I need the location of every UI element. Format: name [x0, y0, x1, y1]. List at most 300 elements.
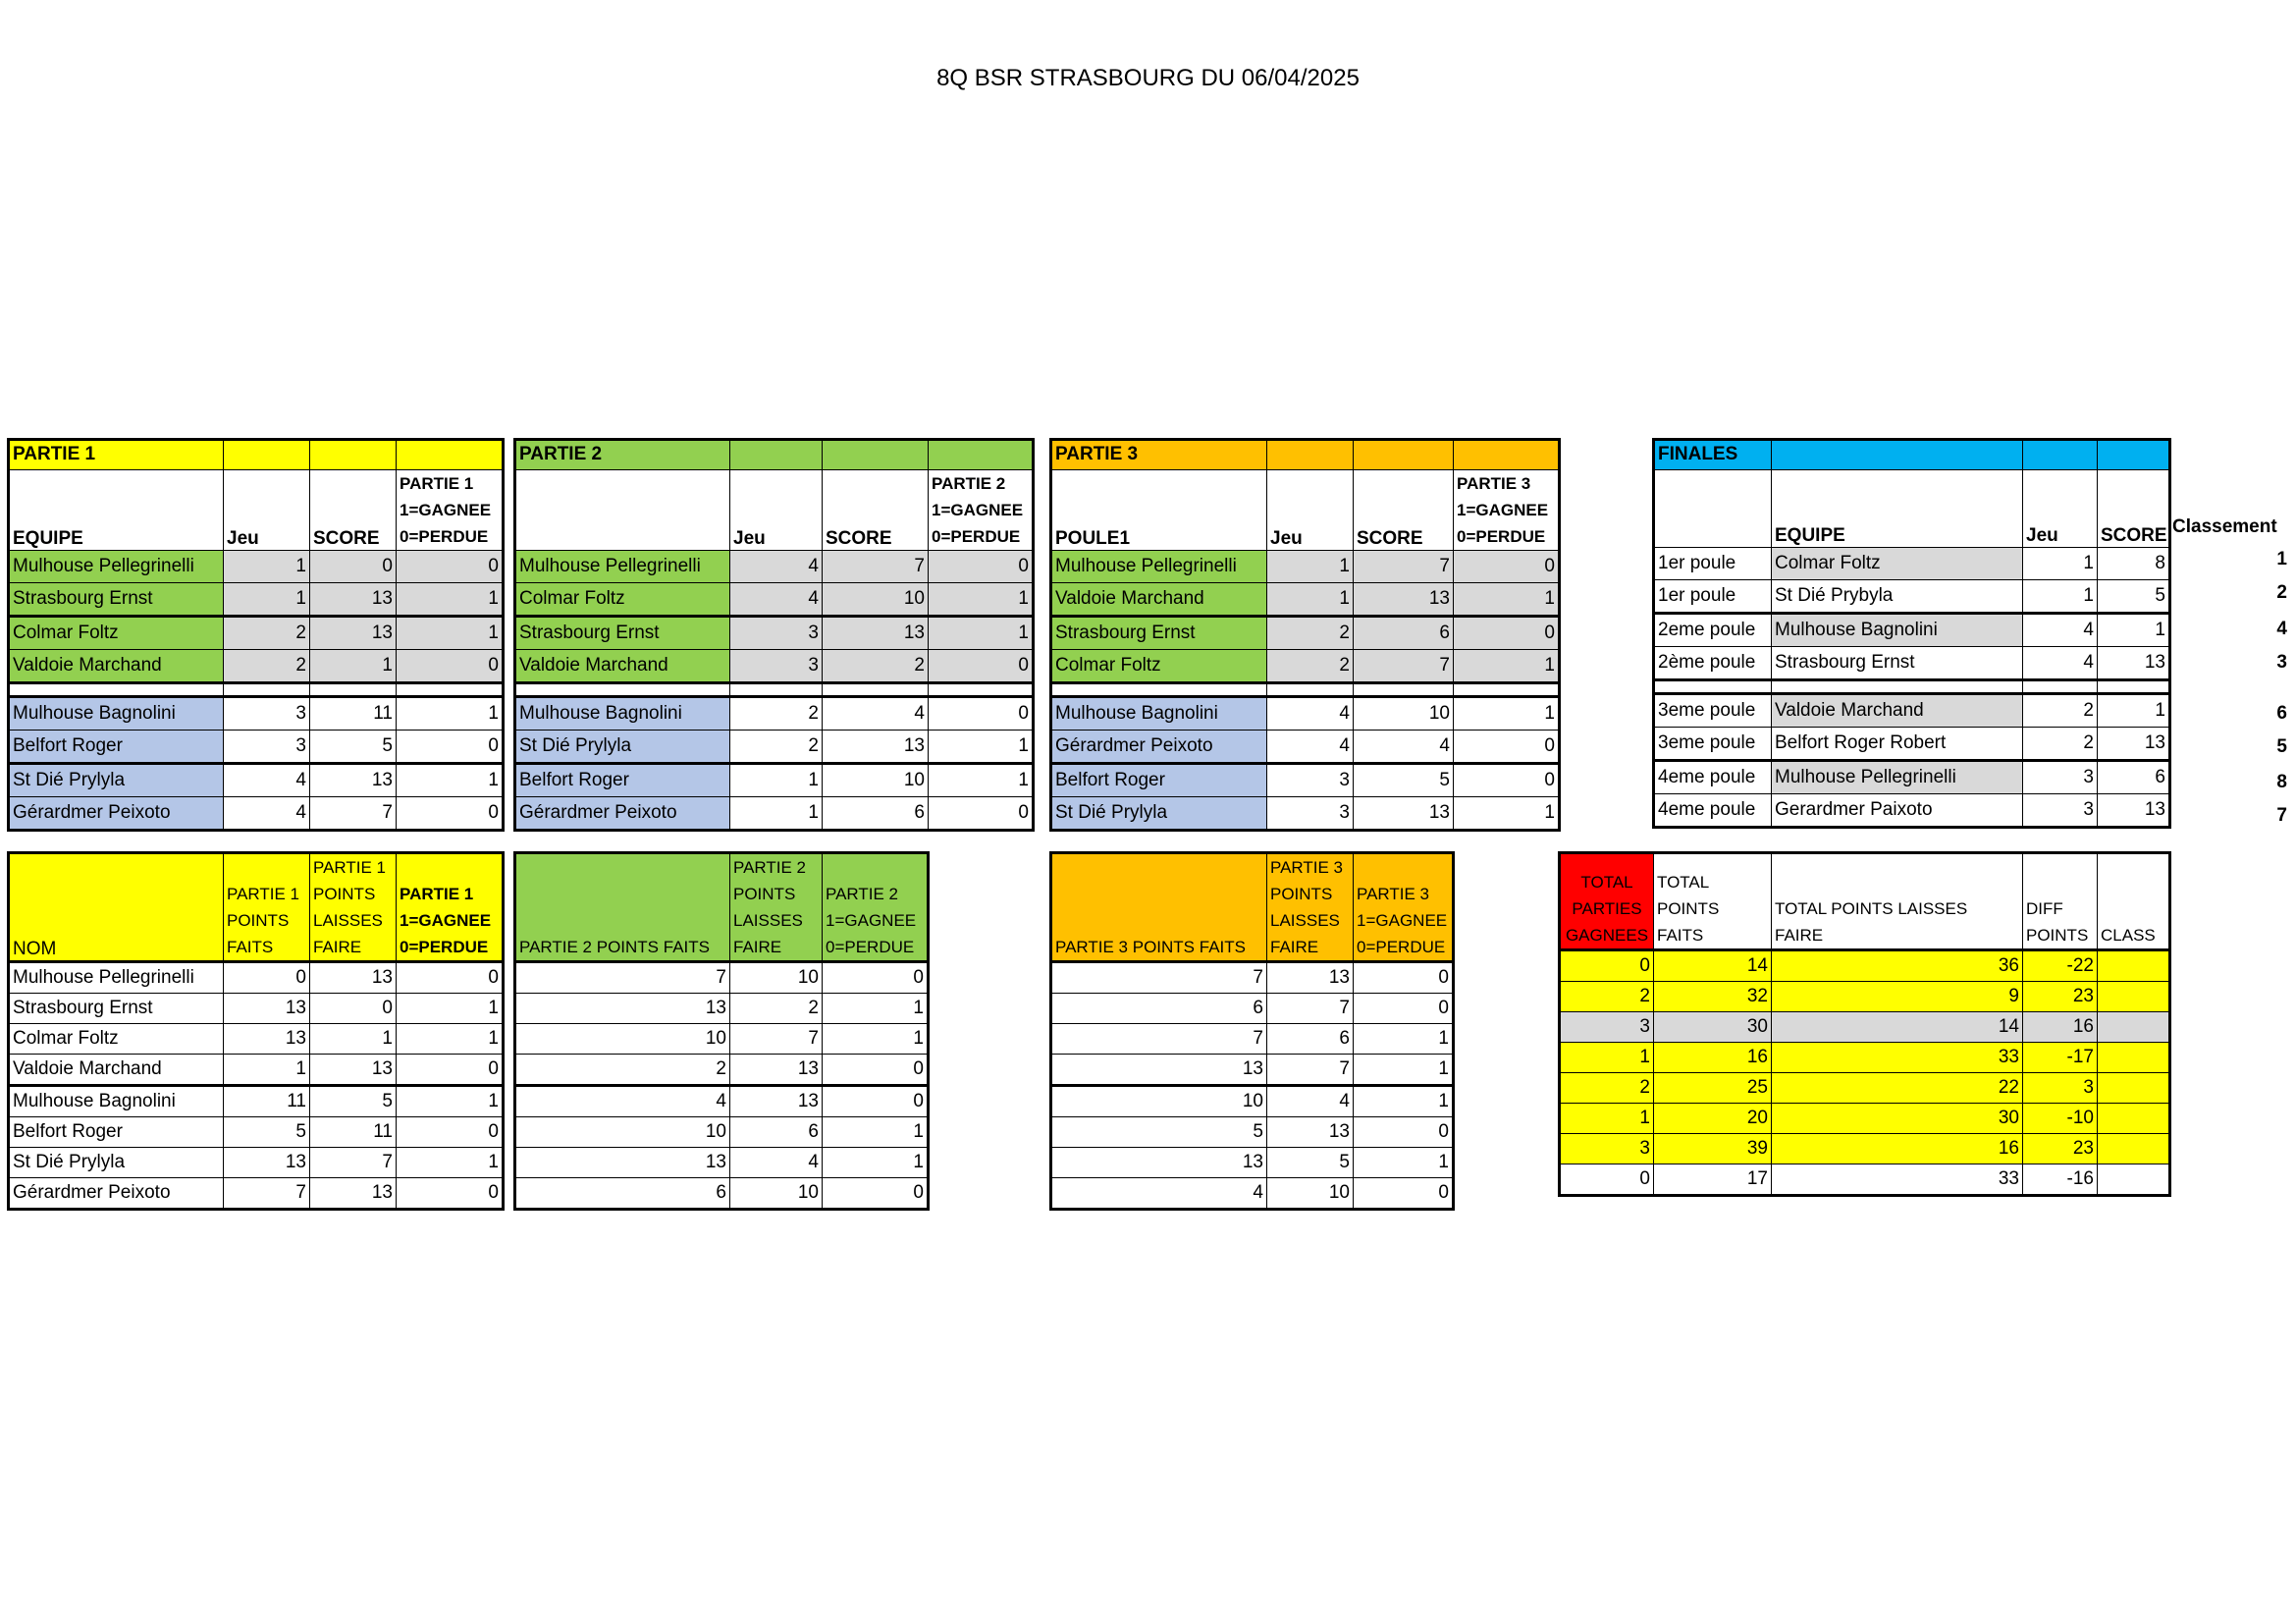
table-row — [515, 1117, 929, 1148]
result-cell: 1 — [929, 764, 1034, 797]
table-row — [1051, 764, 1560, 797]
classement-value: 4 — [2276, 619, 2287, 639]
partie1-table: PARTIE 1 EQUIPE Jeu SCORE PARTIE 1 1=GAGNEE 0=PERDUE Mulhouse Pellegrinelli 1 0 0 Strasbourg Ernst 1 13 1 Colmar Foltz 2 13 1 Valdoie Marchand 2 1 0 Mulhouse Bagnolini 3 11 1 Belfort Roger 3 5 0 St Dié Prylyla 4 13 1 Gérardmer Peixoto 4 7 0 — [7, 438, 505, 832]
value-cell: 7 — [730, 1024, 823, 1055]
total-cell — [2098, 1164, 2170, 1196]
team-name: Belfort Roger — [515, 764, 730, 797]
value-cell: 2 — [515, 1055, 730, 1086]
value-cell: 10 — [515, 1024, 730, 1055]
score-cell: 7 — [823, 551, 929, 583]
score-cell: 5 — [1354, 764, 1454, 797]
total-cell: 36 — [1772, 950, 2023, 982]
team-name: Colmar Foltz — [9, 617, 224, 650]
total-cell: 16 — [1772, 1134, 2023, 1164]
table-row — [1051, 1055, 1454, 1086]
total-cell — [2098, 1104, 2170, 1134]
team-name: Colmar Foltz — [9, 1024, 224, 1055]
table-row — [9, 1024, 504, 1055]
score-cell: 13 — [2098, 728, 2170, 761]
value-cell: 0 — [397, 1178, 504, 1210]
jeu-cell: 1 — [730, 797, 823, 831]
value-cell: 0 — [310, 994, 397, 1024]
team-name: Gérardmer Peixoto — [515, 797, 730, 831]
jeu-cell: 1 — [1267, 551, 1354, 583]
finales-table: FINALES EQUIPE Jeu SCORE 1er poule Colmar Foltz 1 8 1er poule St Dié Prybyla 1 5 2eme poule Mulhouse Bagnolini 4 1 2ème poule Strasbourg Ernst 4 13 3eme poule Valdoie Marchand 2 1 3eme poule Belfort Roger Robert 2 13 4eme poule Mulhouse Pellegrinelli 3 6 4eme poule Gerardmer Paixoto 3 13 — [1652, 438, 2171, 829]
team-name: Mulhouse Pellegrinelli — [9, 551, 224, 583]
total-cell: 23 — [2023, 982, 2098, 1012]
table-row — [1560, 1012, 2170, 1043]
team-name: Belfort Roger — [9, 1117, 224, 1148]
value-cell: 13 — [310, 1178, 397, 1210]
value-cell: 13 — [1267, 1117, 1354, 1148]
score-cell: 6 — [2098, 761, 2170, 794]
jeu-cell: 3 — [224, 731, 310, 764]
value-cell: 6 — [515, 1178, 730, 1210]
score-cell: 11 — [310, 697, 397, 731]
jeu-cell: 4 — [2023, 647, 2098, 680]
classement-value: 3 — [2276, 652, 2287, 673]
table-row — [1051, 617, 1560, 650]
value-cell: 0 — [823, 1178, 929, 1210]
score-cell: 13 — [823, 617, 929, 650]
value-cell: 5 — [1267, 1148, 1354, 1178]
jeu-cell: 4 — [224, 797, 310, 831]
classement-value: 2 — [2276, 582, 2287, 603]
team-name: Gérardmer Peixoto — [1051, 731, 1267, 764]
score-cell: 5 — [2098, 580, 2170, 614]
total-cell — [2098, 1073, 2170, 1104]
table-row — [9, 1086, 504, 1117]
score-cell: 1 — [310, 650, 397, 683]
total-cell: 33 — [1772, 1164, 2023, 1196]
jeu-cell: 2 — [224, 650, 310, 683]
value-cell: 0 — [397, 962, 504, 994]
value-cell: 7 — [1051, 962, 1267, 994]
table-row — [9, 650, 504, 683]
table-row — [1051, 797, 1560, 831]
team-name: Gerardmer Paixoto — [1772, 794, 2023, 828]
finales-title: FINALES — [1654, 440, 1772, 470]
table-row — [1051, 962, 1454, 994]
value-cell: 13 — [730, 1055, 823, 1086]
value-cell: 4 — [1051, 1178, 1267, 1210]
result-cell: 0 — [1454, 551, 1560, 583]
table-row — [1654, 580, 2170, 614]
jeu-cell: 4 — [1267, 697, 1354, 731]
classement-value: 1 — [2276, 549, 2287, 569]
table-row — [1051, 1086, 1454, 1117]
value-cell: 13 — [730, 1086, 823, 1117]
jeu-cell: 2 — [730, 731, 823, 764]
table-row — [9, 962, 504, 994]
value-cell: 0 — [397, 1117, 504, 1148]
table-row — [515, 1055, 929, 1086]
table-row — [1560, 1134, 2170, 1164]
totals-body — [1560, 950, 2170, 1196]
value-cell: 13 — [1267, 962, 1354, 994]
table-row — [1654, 761, 2170, 794]
value-cell: 1 — [310, 1024, 397, 1055]
result-cell: 0 — [397, 551, 504, 583]
team-name: Strasbourg Ernst — [9, 994, 224, 1024]
score-cell: 6 — [1354, 617, 1454, 650]
table-row — [1051, 731, 1560, 764]
jeu-cell: 3 — [730, 650, 823, 683]
table-row — [1560, 1104, 2170, 1134]
jeu-cell: 2 — [2023, 728, 2098, 761]
total-cell — [2098, 1012, 2170, 1043]
score-cell: 13 — [310, 764, 397, 797]
table-row — [9, 1117, 504, 1148]
result-cell: 0 — [929, 650, 1034, 683]
value-cell: 0 — [1354, 1117, 1454, 1148]
value-cell: 0 — [397, 1055, 504, 1086]
partie1-title: PARTIE 1 — [9, 440, 224, 470]
value-cell: 13 — [224, 1148, 310, 1178]
table-row — [515, 962, 929, 994]
jeu-cell: 3 — [1267, 797, 1354, 831]
score-cell: 13 — [2098, 794, 2170, 828]
score-cell: 8 — [2098, 548, 2170, 580]
team-name: Valdoie Marchand — [1772, 694, 2023, 728]
value-cell: 0 — [1354, 1178, 1454, 1210]
result-cell: 1 — [397, 697, 504, 731]
score-cell: 13 — [310, 617, 397, 650]
jeu-cell: 4 — [730, 551, 823, 583]
score-cell: 13 — [310, 583, 397, 617]
bottom1-table: NOM PARTIE 1 POINTS FAITS PARTIE 1 POINTS LAISSES FAIRE PARTIE 1 1=GAGNEE 0=PERDUE Mulhouse Pellegrinelli 0 13 0 Strasbourg Ernst 13 0 1 Colmar Foltz 13 1 1 Valdoie Marchand 1 13 0 Mulhouse Bagnolini 11 5 1 Belfort Roger 5 11 0 St Dié Prylyla 13 7 1 Gérardmer Peixoto 7 13 0 — [7, 851, 505, 1211]
table-row — [9, 1178, 504, 1210]
value-cell: 7 — [515, 962, 730, 994]
team-name: Strasbourg Ernst — [1772, 647, 2023, 680]
value-cell: 0 — [224, 962, 310, 994]
score-cell: 13 — [2098, 647, 2170, 680]
team-name: Belfort Roger Robert — [1772, 728, 2023, 761]
team-name: Mulhouse Pellegrinelli — [515, 551, 730, 583]
table-row — [1051, 551, 1560, 583]
team-name: Mulhouse Bagnolini — [515, 697, 730, 731]
table-row — [515, 1148, 929, 1178]
table-row — [1654, 614, 2170, 647]
table-row — [515, 1024, 929, 1055]
result-cell: 1 — [929, 583, 1034, 617]
result-cell: 0 — [929, 797, 1034, 831]
result-cell: 0 — [1454, 617, 1560, 650]
total-cell: 3 — [1560, 1012, 1654, 1043]
table-row — [9, 697, 504, 731]
total-cell: 20 — [1654, 1104, 1772, 1134]
table-row — [1560, 950, 2170, 982]
table-row — [515, 697, 1034, 731]
value-cell: 10 — [515, 1117, 730, 1148]
team-name: Colmar Foltz — [1772, 548, 2023, 580]
jeu-cell: 3 — [2023, 794, 2098, 828]
jeu-cell: 4 — [730, 583, 823, 617]
classement-label: Classement — [2172, 516, 2277, 537]
value-cell: 0 — [823, 1086, 929, 1117]
value-cell: 1 — [823, 1024, 929, 1055]
value-cell: 1 — [1354, 1055, 1454, 1086]
total-cell: 17 — [1654, 1164, 1772, 1196]
total-cell: 16 — [1654, 1043, 1772, 1073]
team-name: Gérardmer Peixoto — [9, 797, 224, 831]
result-cell: 1 — [397, 617, 504, 650]
value-cell: 10 — [730, 962, 823, 994]
total-cell: 3 — [1560, 1134, 1654, 1164]
jeu-cell: 3 — [1267, 764, 1354, 797]
table-row — [1654, 548, 2170, 580]
total-cell: 32 — [1654, 982, 1772, 1012]
total-cell: 14 — [1654, 950, 1772, 982]
score-cell: 10 — [823, 764, 929, 797]
result-cell: 1 — [1454, 697, 1560, 731]
value-cell: 1 — [397, 1024, 504, 1055]
value-cell: 10 — [1267, 1178, 1354, 1210]
table-row — [1051, 1148, 1454, 1178]
result-cell: 1 — [397, 583, 504, 617]
score-cell: 1 — [2098, 694, 2170, 728]
team-name: Valdoie Marchand — [9, 650, 224, 683]
table-row — [1560, 982, 2170, 1012]
value-cell: 6 — [1051, 994, 1267, 1024]
partie3-body — [1051, 551, 1560, 831]
table-row — [9, 551, 504, 583]
table-row — [1051, 994, 1454, 1024]
result-cell: 0 — [929, 697, 1034, 731]
value-cell: 1 — [1354, 1086, 1454, 1117]
score-cell: 0 — [310, 551, 397, 583]
score-cell: 10 — [823, 583, 929, 617]
team-name: St Dié Prylyla — [515, 731, 730, 764]
jeu-cell: 2 — [1267, 650, 1354, 683]
total-cell: 39 — [1654, 1134, 1772, 1164]
bottom2-table: PARTIE 2 POINTS FAITS PARTIE 2 POINTS LAISSES FAIRE PARTIE 2 1=GAGNEE 0=PERDUE 7 10 0 13 2 1 10 7 1 2 13 0 4 13 0 10 6 1 13 4 1 6 10 0 — [513, 851, 930, 1211]
value-cell: 7 — [224, 1178, 310, 1210]
table-row — [1560, 1073, 2170, 1104]
total-cell — [2098, 982, 2170, 1012]
jeu-cell: 1 — [730, 764, 823, 797]
result-cell: 0 — [397, 797, 504, 831]
poule-cell: 2ème poule — [1654, 647, 1772, 680]
total-cell: -16 — [2023, 1164, 2098, 1196]
jeu-cell: 2 — [224, 617, 310, 650]
finales-body — [1654, 548, 2170, 828]
jeu-cell: 1 — [2023, 580, 2098, 614]
totals-table: TOTAL PARTIES GAGNEES TOTAL POINTS FAITS TOTAL POINTS LAISSES FAIRE DIFF POINTS CLASS 0 14 36 -22 2 32 9 23 3 30 14 16 1 16 33 -17 2 25 22 3 1 20 30 -10 3 39 16 23 0 17 33 -16 — [1558, 851, 2171, 1197]
jeu-cell: 4 — [224, 764, 310, 797]
team-name: Strasbourg Ernst — [515, 617, 730, 650]
score-cell: 2 — [823, 650, 929, 683]
table-row — [1051, 583, 1560, 617]
team-name: Strasbourg Ernst — [9, 583, 224, 617]
total-cell — [2098, 1043, 2170, 1073]
jeu-cell: 4 — [2023, 614, 2098, 647]
value-cell: 13 — [310, 1055, 397, 1086]
score-cell: 5 — [310, 731, 397, 764]
total-cell: 0 — [1560, 950, 1654, 982]
total-cell: 33 — [1772, 1043, 2023, 1073]
value-cell: 1 — [224, 1055, 310, 1086]
score-cell: 13 — [823, 731, 929, 764]
value-cell: 5 — [310, 1086, 397, 1117]
team-name: St Dié Prylyla — [9, 1148, 224, 1178]
team-name: Valdoie Marchand — [1051, 583, 1267, 617]
bottom2-body — [515, 962, 929, 1210]
team-name: Valdoie Marchand — [9, 1055, 224, 1086]
partie3-table: PARTIE 3 POULE1 Jeu SCORE PARTIE 3 1=GAGNEE 0=PERDUE Mulhouse Pellegrinelli 1 7 0 Valdoie Marchand 1 13 1 Strasbourg Ernst 2 6 0 Colmar Foltz 2 7 1 Mulhouse Bagnolini 4 10 1 Gérardmer Peixoto 4 4 0 Belfort Roger 3 5 0 St Dié Prylyla 3 13 1 — [1049, 438, 1561, 832]
total-cell: 30 — [1654, 1012, 1772, 1043]
team-name: Belfort Roger — [1051, 764, 1267, 797]
page-title: 8Q BSR STRASBOURG DU 06/04/2025 — [936, 65, 1360, 91]
result-cell: 1 — [1454, 583, 1560, 617]
classement-value: 6 — [2276, 703, 2287, 724]
table-row — [515, 583, 1034, 617]
value-cell: 7 — [1267, 994, 1354, 1024]
table-row — [515, 650, 1034, 683]
table-row — [1654, 647, 2170, 680]
total-cell: 25 — [1654, 1073, 1772, 1104]
poule-cell: 1er poule — [1654, 548, 1772, 580]
value-cell: 1 — [1354, 1148, 1454, 1178]
value-cell: 10 — [1051, 1086, 1267, 1117]
poule-cell: 4eme poule — [1654, 761, 1772, 794]
value-cell: 13 — [515, 1148, 730, 1178]
value-cell: 1 — [1354, 1024, 1454, 1055]
bottom1-body — [9, 962, 504, 1210]
partie2-body — [515, 551, 1034, 831]
value-cell: 1 — [397, 994, 504, 1024]
table-row — [9, 1055, 504, 1086]
partie3-title: PARTIE 3 — [1051, 440, 1267, 470]
table-row — [9, 797, 504, 831]
value-cell: 4 — [1267, 1086, 1354, 1117]
value-cell: 0 — [1354, 962, 1454, 994]
score-cell: 7 — [1354, 551, 1454, 583]
total-cell: 23 — [2023, 1134, 2098, 1164]
value-cell: 4 — [730, 1148, 823, 1178]
score-cell: 4 — [823, 697, 929, 731]
jeu-cell: 1 — [224, 583, 310, 617]
team-name: Strasbourg Ernst — [1051, 617, 1267, 650]
table-row — [9, 764, 504, 797]
total-cell — [2098, 1134, 2170, 1164]
team-name: Mulhouse Pellegrinelli — [1772, 761, 2023, 794]
value-cell: 13 — [515, 994, 730, 1024]
value-cell: 0 — [823, 962, 929, 994]
total-cell: -10 — [2023, 1104, 2098, 1134]
team-name: Mulhouse Pellegrinelli — [9, 962, 224, 994]
table-row — [515, 617, 1034, 650]
team-name: Gérardmer Peixoto — [9, 1178, 224, 1210]
jeu-cell: 3 — [224, 697, 310, 731]
team-name: Valdoie Marchand — [515, 650, 730, 683]
team-name: Mulhouse Bagnolini — [9, 1086, 224, 1117]
team-name: Belfort Roger — [9, 731, 224, 764]
poule-cell: 2eme poule — [1654, 614, 1772, 647]
value-cell: 5 — [224, 1117, 310, 1148]
partie1-body — [9, 551, 504, 831]
score-cell: 6 — [823, 797, 929, 831]
partie2-table: PARTIE 2 Jeu SCORE PARTIE 2 1=GAGNEE 0=PERDUE Mulhouse Pellegrinelli 4 7 0 Colmar Foltz 4 10 1 Strasbourg Ernst 3 13 1 Valdoie Marchand 3 2 0 Mulhouse Bagnolini 2 4 0 St Dié Prylyla 2 13 1 Belfort Roger 1 10 1 Gérardmer Peixoto 1 6 0 — [513, 438, 1035, 832]
team-name: Colmar Foltz — [1051, 650, 1267, 683]
value-cell: 10 — [730, 1178, 823, 1210]
table-row — [515, 764, 1034, 797]
score-cell: 7 — [1354, 650, 1454, 683]
table-row — [1051, 1024, 1454, 1055]
score-cell: 4 — [1354, 731, 1454, 764]
table-row — [9, 994, 504, 1024]
bottom3-body — [1051, 962, 1454, 1210]
value-cell: 2 — [730, 994, 823, 1024]
total-cell: 22 — [1772, 1073, 2023, 1104]
total-cell: 2 — [1560, 1073, 1654, 1104]
value-cell: 1 — [397, 1086, 504, 1117]
team-name: Mulhouse Bagnolini — [1772, 614, 2023, 647]
classement-value: 5 — [2276, 736, 2287, 757]
value-cell: 0 — [1354, 994, 1454, 1024]
value-cell: 7 — [1051, 1024, 1267, 1055]
table-row — [1051, 650, 1560, 683]
team-name: Mulhouse Pellegrinelli — [1051, 551, 1267, 583]
table-row — [515, 1086, 929, 1117]
jeu-cell: 4 — [1267, 731, 1354, 764]
classement-value: 7 — [2276, 805, 2287, 826]
jeu-cell: 2 — [1267, 617, 1354, 650]
table-row — [9, 1148, 504, 1178]
partie2-title: PARTIE 2 — [515, 440, 730, 470]
total-cell: 2 — [1560, 982, 1654, 1012]
jeu-cell: 1 — [224, 551, 310, 583]
table-row — [9, 617, 504, 650]
result-cell: 1 — [1454, 650, 1560, 683]
total-cell: 14 — [1772, 1012, 2023, 1043]
table-row — [1654, 728, 2170, 761]
total-cell: -22 — [2023, 950, 2098, 982]
team-name: St Dié Prylyla — [9, 764, 224, 797]
bottom3-table: PARTIE 3 POINTS FAITS PARTIE 3 POINTS LAISSES FAIRE PARTIE 3 1=GAGNEE 0=PERDUE 7 13 0 6 7 0 7 6 1 13 7 1 10 4 1 5 13 0 13 5 1 4 10 0 — [1049, 851, 1455, 1211]
table-row — [515, 731, 1034, 764]
poule-cell: 4eme poule — [1654, 794, 1772, 828]
total-cell: 30 — [1772, 1104, 2023, 1134]
value-cell: 1 — [823, 1117, 929, 1148]
result-cell: 1 — [929, 731, 1034, 764]
poule-cell: 3eme poule — [1654, 728, 1772, 761]
team-name: Colmar Foltz — [515, 583, 730, 617]
total-cell: 1 — [1560, 1043, 1654, 1073]
value-cell: 1 — [397, 1148, 504, 1178]
value-cell: 11 — [310, 1117, 397, 1148]
poule-cell: 3eme poule — [1654, 694, 1772, 728]
table-row — [515, 994, 929, 1024]
result-cell: 1 — [929, 617, 1034, 650]
team-name: St Dié Prybyla — [1772, 580, 2023, 614]
value-cell: 6 — [730, 1117, 823, 1148]
total-cell: 16 — [2023, 1012, 2098, 1043]
table-row — [9, 731, 504, 764]
score-cell: 7 — [310, 797, 397, 831]
table-row — [1654, 794, 2170, 828]
table-row — [1051, 1178, 1454, 1210]
result-cell: 1 — [1454, 797, 1560, 831]
value-cell: 7 — [1267, 1055, 1354, 1086]
result-cell: 0 — [397, 650, 504, 683]
table-row — [515, 797, 1034, 831]
table-row — [1560, 1164, 2170, 1196]
value-cell: 0 — [823, 1055, 929, 1086]
table-row — [9, 583, 504, 617]
table-row — [1051, 1117, 1454, 1148]
team-name: Mulhouse Bagnolini — [9, 697, 224, 731]
